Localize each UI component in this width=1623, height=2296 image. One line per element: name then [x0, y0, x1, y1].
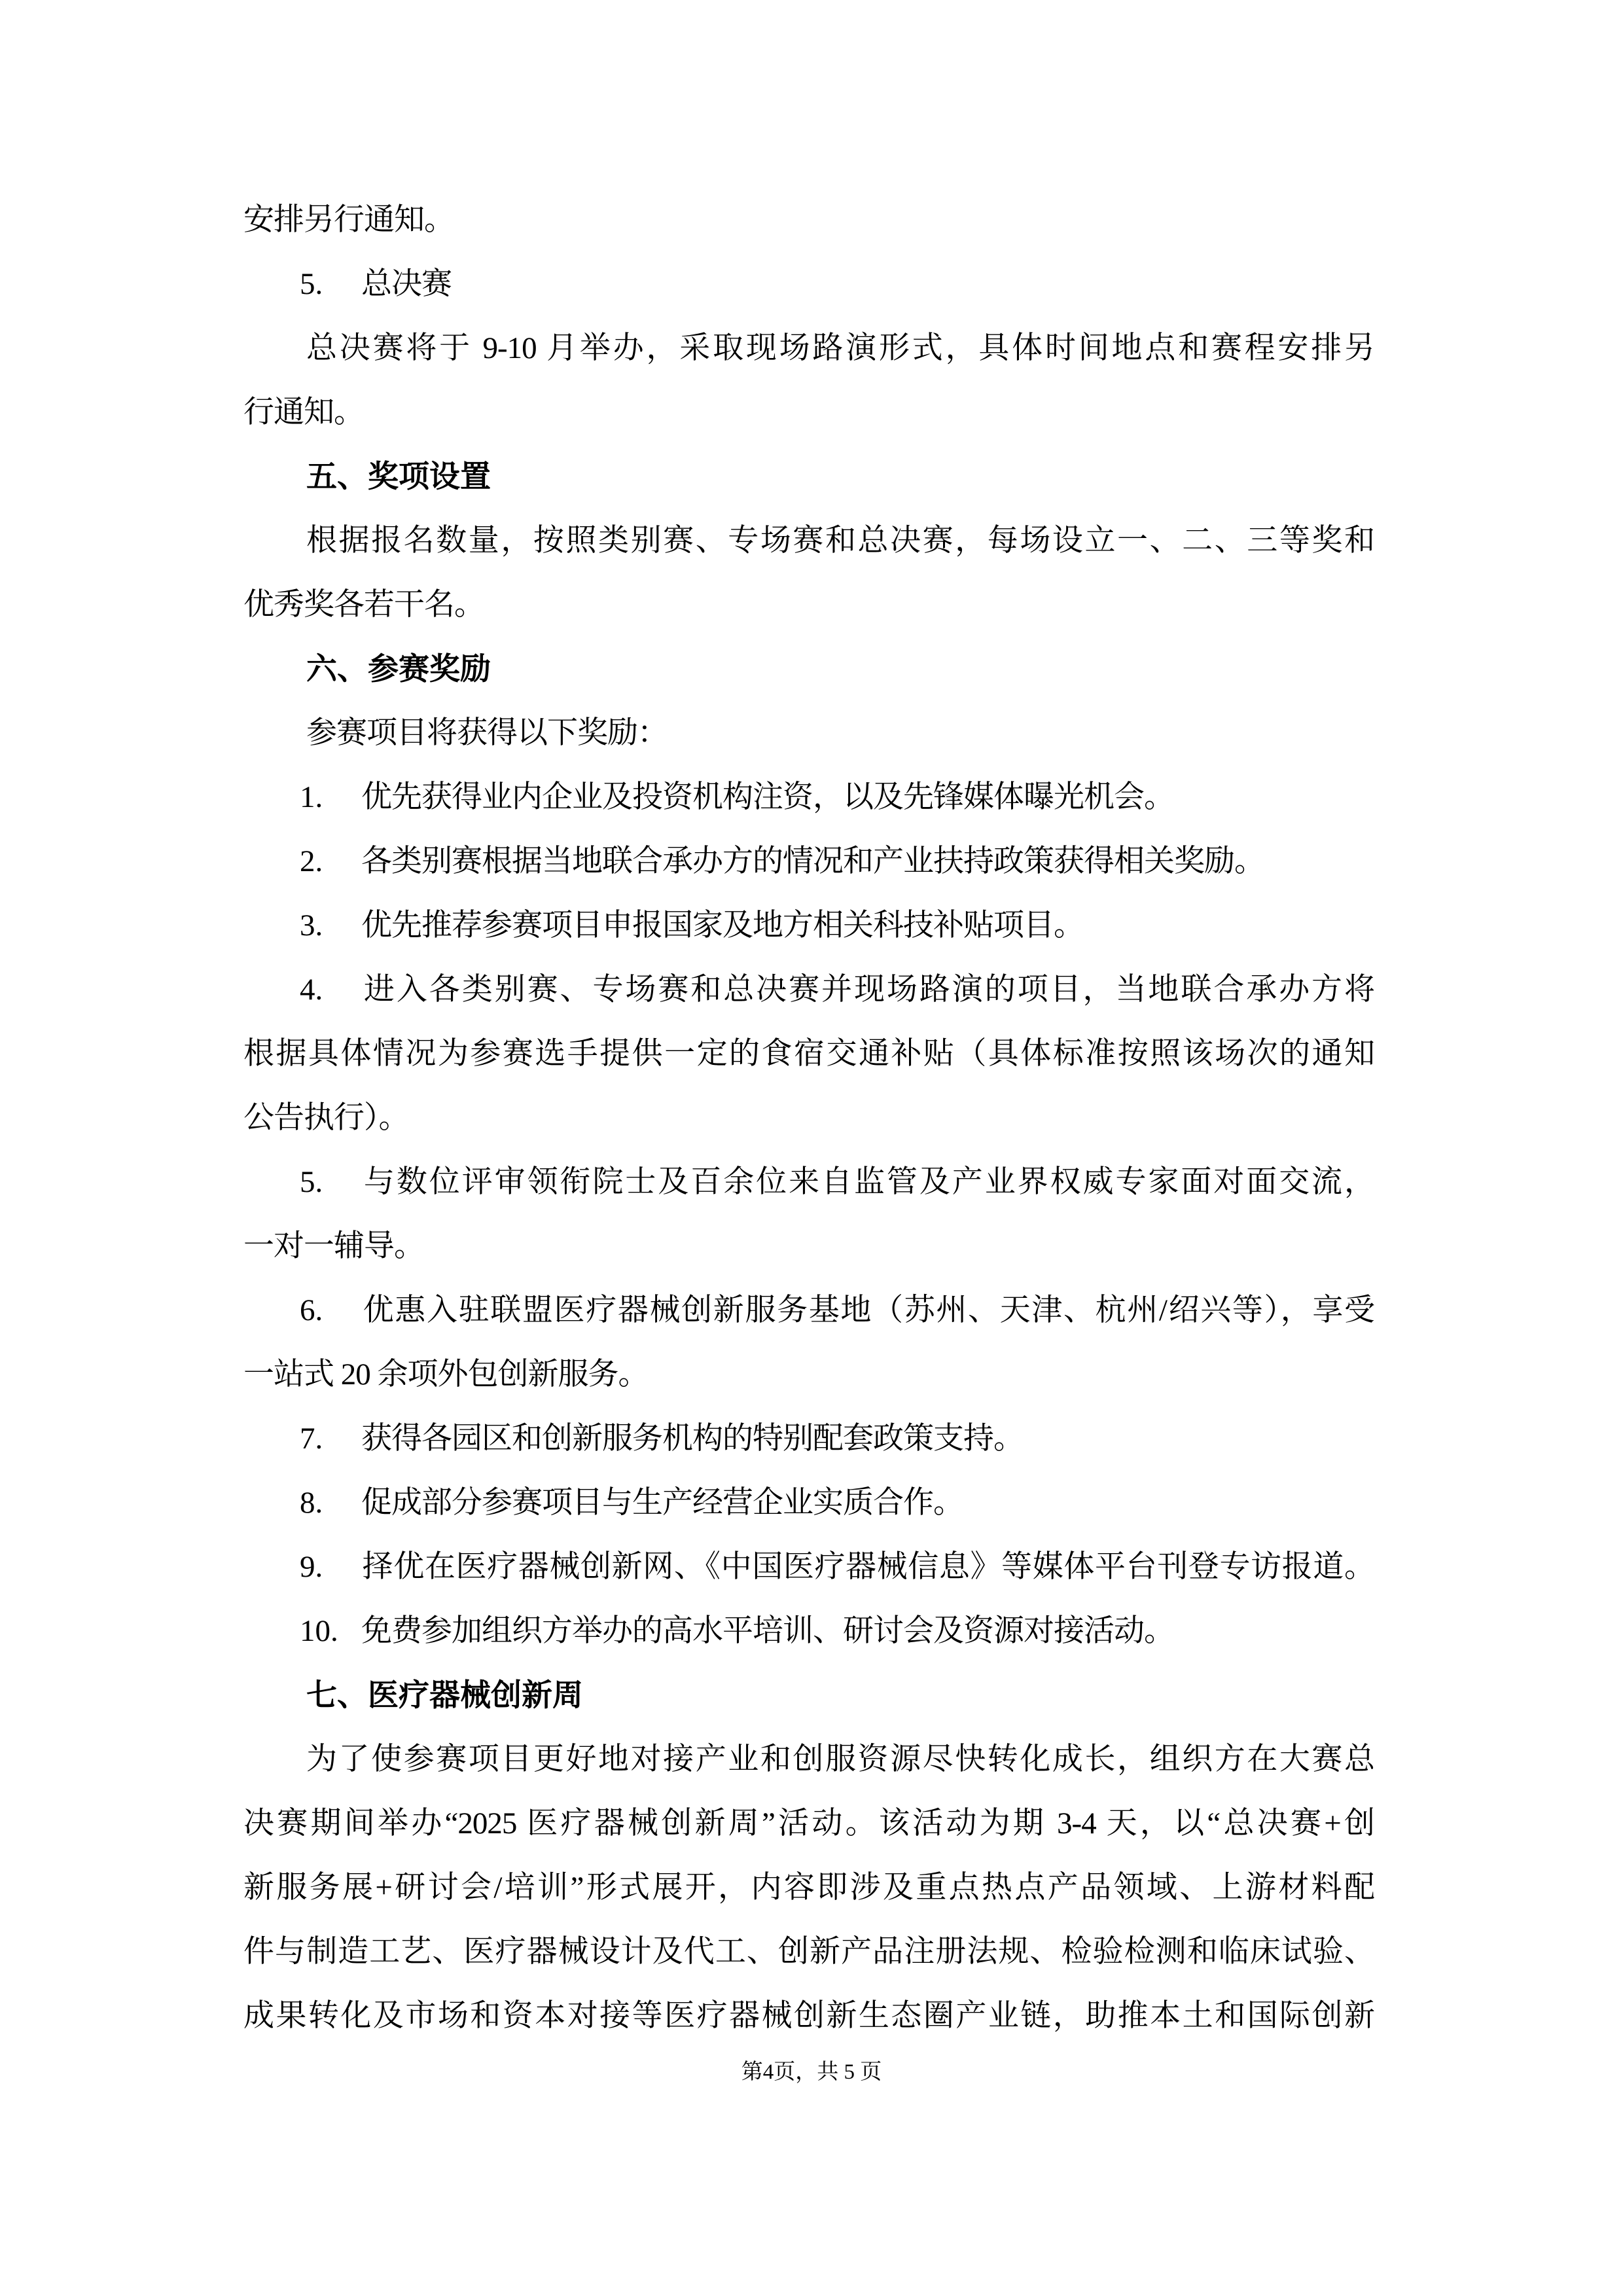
line-text: 决赛期间举办“2025 医疗器械创新周”活动。该活动为期 3-4 天，以“总决赛+创: [243, 1806, 1374, 1840]
line-text: 行通知。: [243, 395, 364, 429]
line-text: 择优在医疗器械创新网、《中国医疗器械信息》等媒体平台刊登专访报道。: [361, 1550, 1374, 1584]
paragraph-line: [243, 1791, 1374, 1856]
paragraph-line: [243, 1214, 1374, 1278]
list-item: [243, 958, 1374, 1022]
paragraph-line: [243, 1022, 1374, 1086]
paragraph-line: [243, 1086, 1374, 1150]
line-text: 各类别赛根据当地联合承办方的情况和产业扶持政策获得相关奖励。: [361, 844, 1264, 878]
list-item: [243, 1535, 1374, 1599]
line-text: 总决赛将于 9-10 月举办，采取现场路演形式，具体时间地点和赛程安排另: [306, 331, 1374, 365]
paragraph-line: [243, 509, 1374, 573]
list-item: [243, 829, 1374, 893]
line-text: 参赛项目将获得以下奖励：: [306, 716, 668, 750]
line-text: 七、医疗器械创新周: [306, 1677, 583, 1712]
paragraph-line: [243, 1920, 1374, 1984]
list-number: 4.: [300, 973, 323, 1007]
line-text: 免费参加组织方举办的高水平培训、研讨会及资源对接活动。: [361, 1614, 1174, 1648]
line-text: 优惠入驻联盟医疗器械创新服务基地（苏州、天津、杭州/绍兴等），享受: [361, 1293, 1374, 1327]
list-number: 10.: [300, 1614, 338, 1648]
paragraph-line: [243, 188, 1374, 252]
line-text: 一对一辅导。: [243, 1229, 424, 1263]
list-number: 8.: [300, 1486, 323, 1520]
line-text: 六、参赛奖励: [306, 651, 491, 686]
paragraph-line: [243, 1856, 1374, 1920]
line-text: 安排另行通知。: [243, 203, 454, 237]
line-text: 公告执行）。: [243, 1101, 409, 1135]
list-number: 3.: [300, 908, 323, 942]
line-text: 促成部分参赛项目与生产经营企业实质合作。: [361, 1486, 963, 1520]
line-text: 根据具体情况为参赛选手提供一定的食宿交通补贴（具体标准按照该场次的通知: [243, 1037, 1374, 1071]
line-text: 成果转化及市场和资本对接等医疗器械创新生态圈产业链，助推本土和国际创新: [243, 1999, 1374, 2033]
page-footer: 第4页，共 5 页: [741, 2060, 882, 2084]
section-heading: [243, 637, 1374, 701]
line-text: 总决赛: [361, 267, 452, 301]
paragraph-line: [243, 316, 1374, 380]
line-text: 五、奖项设置: [306, 459, 491, 493]
section-heading: [243, 1663, 1374, 1727]
list-number: 1.: [300, 780, 323, 814]
list-item: [243, 1150, 1374, 1214]
line-text: 新服务展+研讨会/培训”形式展开，内容即涉及重点热点产品领域、上游材料配: [243, 1871, 1374, 1905]
list-item: [243, 765, 1374, 829]
line-text: 进入各类别赛、专场赛和总决赛并现场路演的项目，当地联合承办方将: [361, 973, 1374, 1007]
list-number: 5.: [300, 1165, 323, 1199]
document-body: [243, 188, 1374, 2048]
line-text: 与数位评审领衔院士及百余位来自监管及产业界权威专家面对面交流，: [361, 1165, 1374, 1199]
paragraph-line: [243, 701, 1374, 765]
paragraph-line: [243, 1342, 1374, 1407]
list-number: 9.: [300, 1550, 323, 1584]
line-text: 优先推荐参赛项目申报国家及地方相关科技补贴项目。: [361, 908, 1084, 942]
paragraph-line: [243, 573, 1374, 637]
line-text: 一站式 20 余项外包创新服务。: [243, 1357, 649, 1391]
line-text: 件与制造工艺、医疗器械设计及代工、创新产品注册法规、检验检测和临床试验、: [243, 1935, 1374, 1969]
list-number: 5.: [300, 267, 323, 301]
list-item: [243, 1278, 1374, 1342]
list-item: [243, 252, 1374, 316]
line-text: 优秀奖各若干名。: [243, 588, 484, 622]
paragraph-line: [243, 380, 1374, 444]
section-heading: [243, 444, 1374, 509]
line-text: 为了使参赛项目更好地对接产业和创服资源尽快转化成长，组织方在大赛总: [306, 1742, 1374, 1776]
list-item: [243, 893, 1374, 958]
line-text: 优先获得业内企业及投资机构注资，以及先锋媒体曝光机会。: [361, 780, 1174, 814]
list-item: [243, 1407, 1374, 1471]
paragraph-line: [243, 1984, 1374, 2048]
paragraph-line: [243, 1727, 1374, 1791]
line-text: 根据报名数量，按照类别赛、专场赛和总决赛，每场设立一、二、三等奖和: [306, 524, 1374, 558]
list-item: [243, 1471, 1374, 1535]
list-number: 2.: [300, 844, 323, 878]
list-item: [243, 1599, 1374, 1663]
list-number: 7.: [300, 1422, 323, 1456]
line-text: 获得各园区和创新服务机构的特别配套政策支持。: [361, 1422, 1024, 1456]
list-number: 6.: [300, 1293, 323, 1327]
